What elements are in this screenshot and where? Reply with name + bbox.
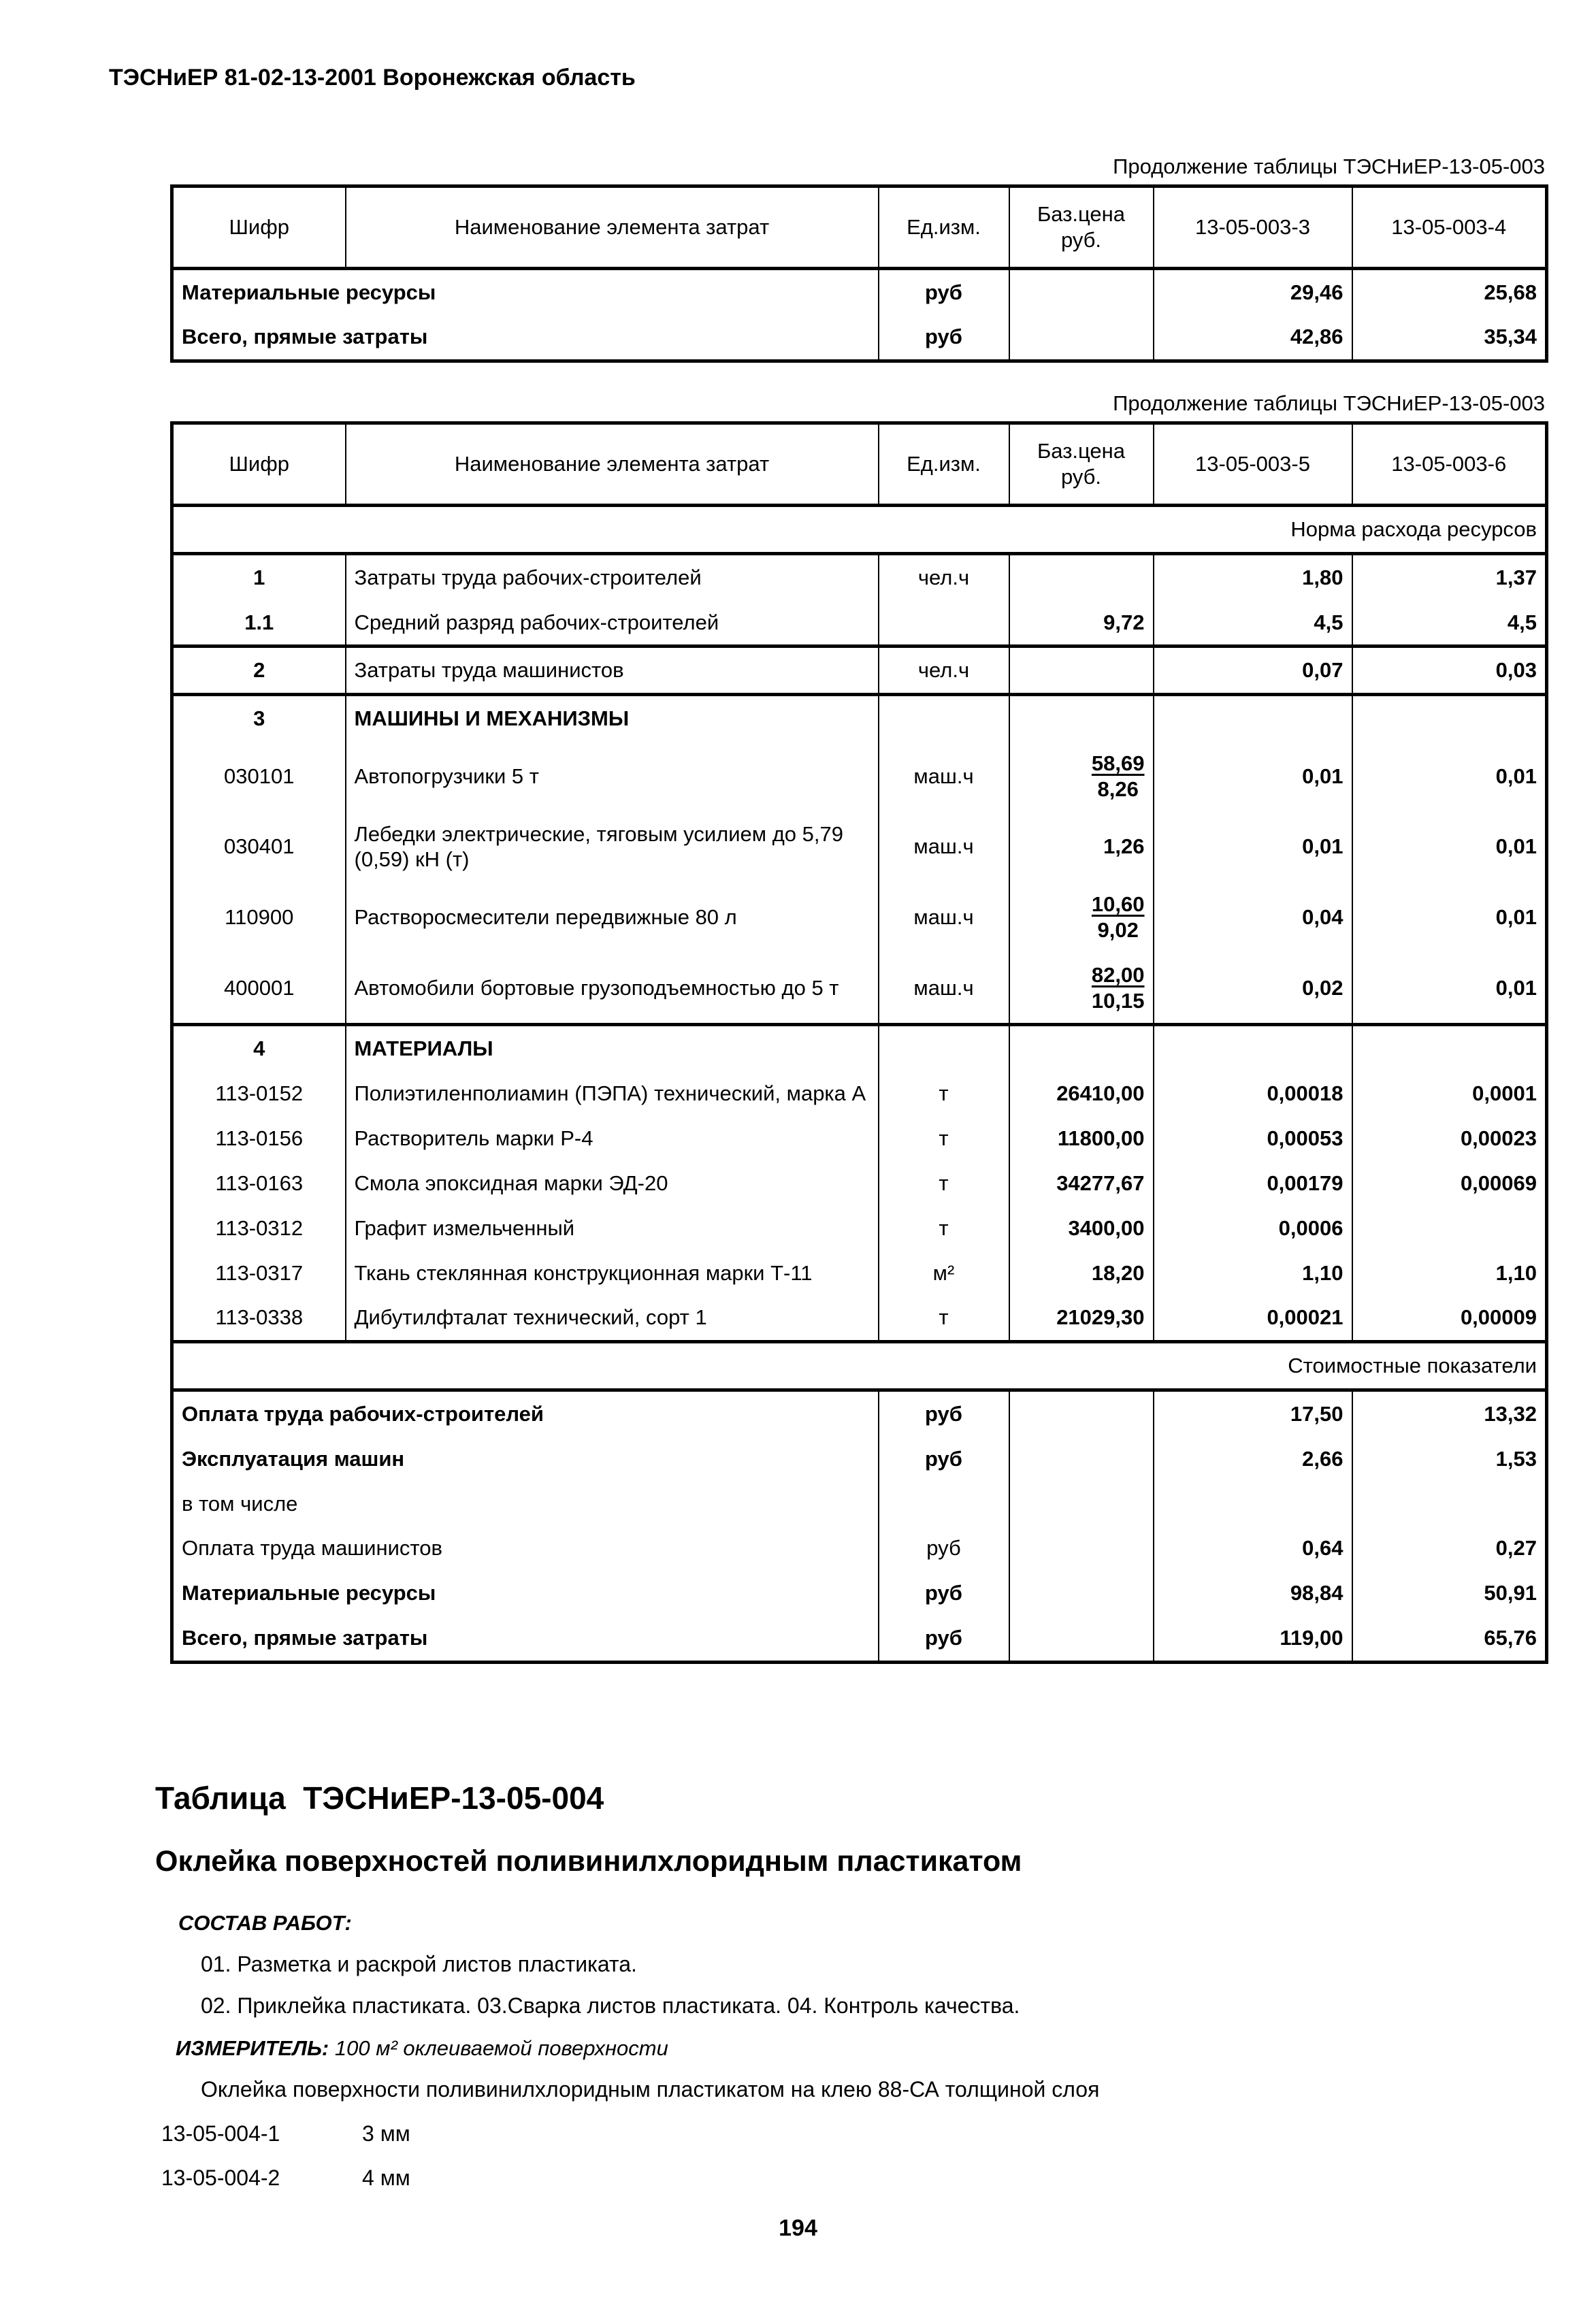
- cell-value-003-5: 1,80: [1154, 553, 1352, 600]
- cost-table-continuation-2: [170, 421, 1548, 1664]
- base-price-secondary: 8,26: [1097, 777, 1139, 801]
- cell-name: Всего, прямые затраты: [172, 314, 879, 361]
- cell-base-price: [1009, 953, 1154, 1025]
- norm-note-row: [172, 505, 1547, 553]
- cell-value-003-6: 0,27: [1352, 1526, 1547, 1571]
- variant-row: [161, 2121, 1596, 2146]
- description: Оклейка поверхности поливинилхлоридным пластикатом на клею 88-СА толщиной слоя: [201, 2076, 1100, 2102]
- base-price-secondary: 9,02: [1097, 918, 1139, 942]
- work-item: 01. Разметка и раскрой листов пластиката.: [201, 1951, 637, 1976]
- cell-base-price: [1009, 1482, 1154, 1526]
- cell-base-price: [1009, 1390, 1154, 1436]
- variant-code: 13-05-004-1: [161, 2121, 280, 2146]
- cell-value-003-6: 0,00069: [1352, 1161, 1547, 1206]
- cell-value-003-6: 0,00023: [1352, 1116, 1547, 1161]
- table-row: [172, 953, 1547, 1025]
- cell-unit: т: [879, 1206, 1009, 1251]
- cell-value-003-5: 0,02: [1154, 953, 1352, 1025]
- cell-unit: чел.ч: [879, 553, 1009, 600]
- base-price-current: 58,69: [1091, 751, 1145, 775]
- col-header-base-price: [1009, 186, 1154, 269]
- cell-code: 113-0156: [172, 1116, 346, 1161]
- cell-value-003-6: [1352, 695, 1547, 741]
- base-price-current: 10,60: [1091, 892, 1145, 917]
- cell-unit: м²: [879, 1251, 1009, 1296]
- cell-value-003-5: 0,01: [1154, 741, 1352, 812]
- cell-value-003-6: 0,01: [1352, 953, 1547, 1025]
- cell-value-003-5: 0,07: [1154, 647, 1352, 695]
- meter-label: ИЗМЕРИТЕЛЬ:: [176, 2036, 329, 2060]
- cell-name: Материальные ресурсы: [172, 268, 879, 314]
- cost-row: [172, 1482, 1547, 1526]
- meter-line: [176, 2036, 1596, 2061]
- cell-value-003-3: 29,46: [1154, 268, 1352, 314]
- cell-value-003-5: [1154, 695, 1352, 741]
- table-row: [172, 1206, 1547, 1251]
- cell-name: Графит измельченный: [346, 1206, 879, 1251]
- document-header: ТЭСНиЕР 81-02-13-2001 Воронежская область: [109, 65, 636, 91]
- cell-unit: чел.ч: [879, 647, 1009, 695]
- cost-note: Стоимостные показатели: [172, 1342, 1547, 1390]
- cell-unit: [879, 695, 1009, 741]
- base-price-stack: [1092, 751, 1145, 802]
- cell-base-price: [1009, 647, 1154, 695]
- cell-code: 4: [172, 1025, 346, 1071]
- cell-code: 1.1: [172, 600, 346, 647]
- cell-value-003-5: 2,66: [1154, 1437, 1352, 1482]
- col-header-003-6: 13-05-003-6: [1352, 423, 1547, 506]
- section-subtitle: Оклейка поверхностей поливинилхлоридным пластикатом: [155, 1844, 1022, 1878]
- cell-name: Оплата труда машинистов: [172, 1526, 879, 1571]
- cell-unit: [879, 600, 1009, 647]
- col-header-base-price: [1009, 423, 1154, 506]
- cell-value-003-6: 13,32: [1352, 1390, 1547, 1436]
- cell-value-003-5: 0,64: [1154, 1526, 1352, 1571]
- cell-code: 400001: [172, 953, 346, 1025]
- col-header-003-4: 13-05-003-4: [1352, 186, 1547, 269]
- cost-row: [172, 1390, 1547, 1436]
- cell-value-003-6: 0,01: [1352, 812, 1547, 883]
- cell-code: 030101: [172, 741, 346, 812]
- work-item: 02. Приклейка пластиката. 03.Сварка листов пластиката. 04. Контроль качества.: [201, 1993, 1020, 2018]
- section-row: [172, 695, 1547, 741]
- cell-value-003-5: 0,00018: [1154, 1071, 1352, 1116]
- table-row: [172, 1251, 1547, 1296]
- cell-unit: т: [879, 1161, 1009, 1206]
- cell-value-003-6: 0,00009: [1352, 1295, 1547, 1341]
- cell-value-003-5: 4,5: [1154, 600, 1352, 647]
- cell-unit: руб: [879, 1437, 1009, 1482]
- cell-value-003-6: [1352, 1482, 1547, 1526]
- cell-code: 113-0317: [172, 1251, 346, 1296]
- col-header-code: Шифр: [172, 423, 346, 506]
- base-price-line1: Баз.цена: [1037, 439, 1126, 463]
- variant-row: [161, 2166, 1596, 2191]
- cell-name: Эксплуатация машин: [172, 1437, 879, 1482]
- base-price-stack: [1092, 962, 1145, 1014]
- cell-unit: руб: [879, 1390, 1009, 1436]
- norm-note: Норма расхода ресурсов: [172, 505, 1547, 553]
- table2-caption: Продолжение таблицы ТЭСНиЕР-13-05-003: [1113, 391, 1545, 416]
- cell-base-price: 18,20: [1009, 1251, 1154, 1296]
- section-row: [172, 1025, 1547, 1071]
- cell-unit: руб: [879, 1526, 1009, 1571]
- base-price-current: 82,00: [1091, 962, 1145, 987]
- cell-value-003-5: 0,00179: [1154, 1161, 1352, 1206]
- cell-name: Дибутилфталат технический, сорт 1: [346, 1295, 879, 1341]
- cell-value-003-6: 1,37: [1352, 553, 1547, 600]
- cell-value-003-5: 98,84: [1154, 1571, 1352, 1616]
- meter-text: 100 м² оклеиваемой поверхности: [334, 2036, 668, 2060]
- cell-name: МАШИНЫ И МЕХАНИЗМЫ: [346, 695, 879, 741]
- base-price-stack: [1092, 892, 1145, 943]
- cell-unit: маш.ч: [879, 882, 1009, 953]
- cost-row: [172, 1616, 1547, 1662]
- table-row: [172, 1161, 1547, 1206]
- cell-value-003-5: 0,0006: [1154, 1206, 1352, 1251]
- cell-value-003-5: 119,00: [1154, 1616, 1352, 1662]
- cell-value-003-6: 0,0001: [1352, 1071, 1547, 1116]
- cell-code: 1: [172, 553, 346, 600]
- cell-value-003-5: 1,10: [1154, 1251, 1352, 1296]
- cell-unit: руб: [879, 1571, 1009, 1616]
- table-row: [172, 741, 1547, 812]
- variant-value: 4 мм: [362, 2165, 410, 2190]
- cell-code: 2: [172, 647, 346, 695]
- cell-base-price: [1009, 1571, 1154, 1616]
- cell-value-003-5: 0,00021: [1154, 1295, 1352, 1341]
- cell-value-003-6: 1,10: [1352, 1251, 1547, 1296]
- col-header-name: Наименование элемента затрат: [346, 186, 879, 269]
- cell-name: Лебедки электрические, тяговым усилием до 5,79 (0,59) кН (т): [346, 812, 879, 883]
- cell-base-price: [1009, 314, 1154, 361]
- cell-base-price: [1009, 1025, 1154, 1071]
- cell-base-price: [1009, 1437, 1154, 1482]
- cell-value-003-5: 17,50: [1154, 1390, 1352, 1436]
- table1-header-row: [172, 186, 1547, 269]
- cell-base-price: [1009, 1526, 1154, 1571]
- table-row: [172, 1071, 1547, 1116]
- cell-value-003-5: [1154, 1482, 1352, 1526]
- cell-value-003-6: 1,53: [1352, 1437, 1547, 1482]
- variant-value: 3 мм: [362, 2121, 410, 2146]
- cell-value-003-6: 50,91: [1352, 1571, 1547, 1616]
- cell-base-price: 1,26: [1009, 812, 1154, 883]
- cost-row: [172, 1571, 1547, 1616]
- cell-code: 113-0312: [172, 1206, 346, 1251]
- col-header-name: Наименование элемента затрат: [346, 423, 879, 506]
- table-row: [172, 553, 1547, 600]
- cell-base-price: [1009, 1616, 1154, 1662]
- cell-name: Полиэтиленполиамин (ПЭПА) технический, марка А: [346, 1071, 879, 1116]
- base-price-line2: руб.: [1060, 227, 1102, 252]
- base-price-line2: руб.: [1060, 465, 1102, 489]
- table-row: [172, 314, 1547, 361]
- cell-base-price: 9,72: [1009, 600, 1154, 647]
- cell-name: Затраты труда рабочих-строителей: [346, 553, 879, 600]
- cell-value-003-6: 65,76: [1352, 1616, 1547, 1662]
- cell-name: в том числе: [172, 1482, 879, 1526]
- cell-value-003-6: 0,01: [1352, 882, 1547, 953]
- col-header-unit: Ед.изм.: [879, 423, 1009, 506]
- table-row: [172, 1295, 1547, 1341]
- table1-caption: Продолжение таблицы ТЭСНиЕР-13-05-003: [1113, 154, 1545, 178]
- cost-table-continuation-1: [170, 184, 1548, 363]
- cell-value-003-6: 0,01: [1352, 741, 1547, 812]
- table-row: [172, 647, 1547, 695]
- col-header-003-5: 13-05-003-5: [1154, 423, 1352, 506]
- cell-name: Растворосмесители передвижные 80 л: [346, 882, 879, 953]
- cell-base-price: [1009, 882, 1154, 953]
- table-row: [172, 600, 1547, 647]
- cell-name: Автомобили бортовые грузоподъемностью до 5 т: [346, 953, 879, 1025]
- cell-unit: т: [879, 1071, 1009, 1116]
- cell-unit: маш.ч: [879, 953, 1009, 1025]
- cell-value-003-5: 0,04: [1154, 882, 1352, 953]
- cell-base-price: [1009, 268, 1154, 314]
- table2-header-row: [172, 423, 1547, 506]
- cell-base-price: [1009, 553, 1154, 600]
- cell-code: 110900: [172, 882, 346, 953]
- cell-code: 113-0338: [172, 1295, 346, 1341]
- cell-code: 030401: [172, 812, 346, 883]
- cell-value-003-3: 42,86: [1154, 314, 1352, 361]
- cell-base-price: [1009, 741, 1154, 812]
- cell-unit: т: [879, 1116, 1009, 1161]
- cell-name: Автопогрузчики 5 т: [346, 741, 879, 812]
- cell-name: Растворитель марки Р-4: [346, 1116, 879, 1161]
- cell-name: Всего, прямые затраты: [172, 1616, 879, 1662]
- cell-unit: руб: [879, 268, 1009, 314]
- cell-value-003-5: 0,00053: [1154, 1116, 1352, 1161]
- cell-base-price: 3400,00: [1009, 1206, 1154, 1251]
- works-label: СОСТАВ РАБОТ:: [178, 1910, 352, 1935]
- col-header-003-3: 13-05-003-3: [1154, 186, 1352, 269]
- cell-unit: [879, 1482, 1009, 1526]
- col-header-code: Шифр: [172, 186, 346, 269]
- cell-unit: [879, 1025, 1009, 1071]
- cell-unit: т: [879, 1295, 1009, 1341]
- cell-value-003-4: 35,34: [1352, 314, 1547, 361]
- table-row: [172, 268, 1547, 314]
- base-price-secondary: 10,15: [1091, 988, 1145, 1013]
- cost-row: [172, 1437, 1547, 1482]
- cell-name: МАТЕРИАЛЫ: [346, 1025, 879, 1071]
- cost-row: [172, 1526, 1547, 1571]
- cell-value-003-5: 0,01: [1154, 812, 1352, 883]
- cell-base-price: 21029,30: [1009, 1295, 1154, 1341]
- base-price-line1: Баз.цена: [1037, 202, 1126, 226]
- cell-name: Затраты труда машинистов: [346, 647, 879, 695]
- cell-base-price: 26410,00: [1009, 1071, 1154, 1116]
- cell-code: 113-0152: [172, 1071, 346, 1116]
- cell-unit: руб: [879, 1616, 1009, 1662]
- cost-note-row: [172, 1342, 1547, 1390]
- cell-code: 113-0163: [172, 1161, 346, 1206]
- cell-base-price: [1009, 695, 1154, 741]
- section-title: Таблица ТЭСНиЕР-13-05-004: [155, 1780, 604, 1816]
- cell-unit: маш.ч: [879, 741, 1009, 812]
- cell-base-price: 34277,67: [1009, 1161, 1154, 1206]
- cell-value-003-4: 25,68: [1352, 268, 1547, 314]
- cell-value-003-6: [1352, 1025, 1547, 1071]
- variant-code: 13-05-004-2: [161, 2165, 280, 2190]
- cell-name: Материальные ресурсы: [172, 1571, 879, 1616]
- table-row: [172, 812, 1547, 883]
- cell-unit: маш.ч: [879, 812, 1009, 883]
- cell-value-003-6: 4,5: [1352, 600, 1547, 647]
- cell-base-price: 11800,00: [1009, 1116, 1154, 1161]
- cell-unit: руб: [879, 314, 1009, 361]
- cell-name: Средний разряд рабочих-строителей: [346, 600, 879, 647]
- cell-value-003-5: [1154, 1025, 1352, 1071]
- col-header-unit: Ед.изм.: [879, 186, 1009, 269]
- cell-name: Оплата труда рабочих-строителей: [172, 1390, 879, 1436]
- cell-name: Смола эпоксидная марки ЭД-20: [346, 1161, 879, 1206]
- page-number: 194: [779, 2215, 817, 2241]
- table-row: [172, 882, 1547, 953]
- cell-value-003-6: [1352, 1206, 1547, 1251]
- cell-name: Ткань стеклянная конструкционная марки Т-11: [346, 1251, 879, 1296]
- table-row: [172, 1116, 1547, 1161]
- cell-code: 3: [172, 695, 346, 741]
- cell-value-003-6: 0,03: [1352, 647, 1547, 695]
